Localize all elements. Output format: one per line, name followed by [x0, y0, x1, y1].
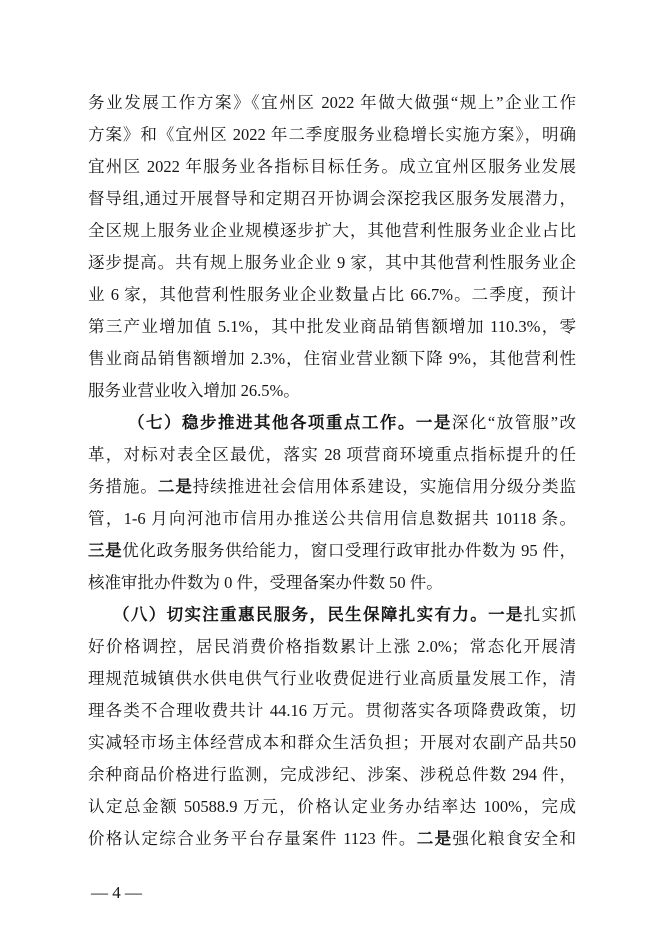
body-text-line: 售业商品销售额增加 2.3%，住宿业营业额下降 9%，其他营利性	[88, 349, 576, 368]
section-7-heading-line	[88, 407, 576, 439]
section-8-heading: （八）切实注重惠民服务，民生保障扎实有力。	[113, 605, 489, 624]
point-three-lead: 三是	[88, 541, 123, 560]
body-text-line	[88, 631, 576, 663]
body-text	[88, 87, 576, 855]
text-run: 核准审批办件数为 0 件，受理备案办件数 50 件。	[88, 573, 443, 592]
body-text-line	[88, 439, 576, 471]
text-run: 优化政务服务供给能力，窗口受理行政审批办件数为 95 件，	[122, 541, 577, 560]
text-run: 余种商品价格进行监测，完成涉纪、涉案、涉税总件数 294 件，	[88, 765, 576, 784]
body-text-line	[88, 791, 576, 823]
body-text-line	[88, 823, 576, 855]
text-run: 务措施。	[88, 477, 158, 496]
body-text-line: 全区规上服务业企业规模逐步扩大，其他营利性服务业企业占比	[88, 221, 576, 240]
body-text-line: 服务业营业收入增加 26.5%。	[88, 381, 300, 400]
body-text-line	[88, 503, 576, 535]
body-text-line: 务业发展工作方案》《宜州区 2022 年做大做强“规上”企业工作	[88, 93, 576, 112]
text-run: 好价格调控，居民消费价格指数累计上涨 2.0%；常态化开展清	[88, 637, 576, 656]
body-text-line: 宜州区 2022 年服务业各指标目标任务。成立宜州区服务业发展	[88, 157, 576, 176]
text-run: 革，对标对表全区最优，落实 28 项营商环境重点指标提升的任	[88, 445, 576, 464]
text-run: 理规范城镇供水供电供气行业收费促进行业高质量发展工作，清	[88, 669, 576, 688]
body-text-line	[88, 471, 576, 503]
body-text-line: 业 6 家，其他营利性服务业企业数量占比 66.7%。二季度，预计	[88, 285, 576, 304]
text-run: 认定总金额 50588.9 万元，价格认定业务办结率达 100%，完成	[88, 797, 576, 816]
text-run: 强化粮食安全和	[452, 829, 577, 848]
body-text-line: 逐步提高。共有规上服务业企业 9 家，其中其他营利性服务业企	[88, 253, 576, 272]
body-text-line: 第三产业增加值 5.1%，其中批发业商品销售额增加 110.3%，零	[88, 317, 576, 336]
body-text-line	[88, 759, 576, 791]
text-run: 理各类不合理收费共计 44.16 万元。贯彻落实各项降费政策，切	[88, 701, 576, 720]
text-run: 价格认定综合业务平台存量案件 1123 件。	[88, 829, 417, 848]
point-two-lead: 二是	[416, 829, 453, 848]
body-text-line: 方案》和《宜州区 2022 年二季度服务业稳增长实施方案》，明确	[88, 125, 576, 144]
point-two-lead: 二是	[157, 477, 193, 496]
text-run: 管，1-6 月向河池市信用办推送公共信用信息数据共 10118 条。	[88, 509, 576, 528]
text-run: 持续推进社会信用体系建设，实施信用分级分类监	[192, 477, 577, 496]
body-text-line	[88, 535, 576, 567]
body-text-line	[88, 663, 576, 695]
body-text-line	[88, 567, 576, 599]
page-number: — 4 —	[91, 883, 142, 902]
text-run: 实减轻市场主体经营成本和群众生活负担；开展对农副产品共50	[88, 733, 576, 752]
body-text-line: 督导组,通过开展督导和定期召开协调会深挖我区服务发展潜力，	[88, 189, 576, 208]
body-text-line	[88, 727, 576, 759]
section-8-heading-line	[88, 599, 576, 631]
text-run: 深化“放管服”改	[451, 413, 577, 432]
section-7-heading: （七）稳步推进其他各项重点工作。	[128, 413, 416, 432]
text-run: 扎实抓	[523, 605, 577, 624]
point-one-lead: 一是	[488, 605, 524, 624]
body-text-line	[88, 695, 576, 727]
point-one-lead: 一是	[415, 413, 452, 432]
